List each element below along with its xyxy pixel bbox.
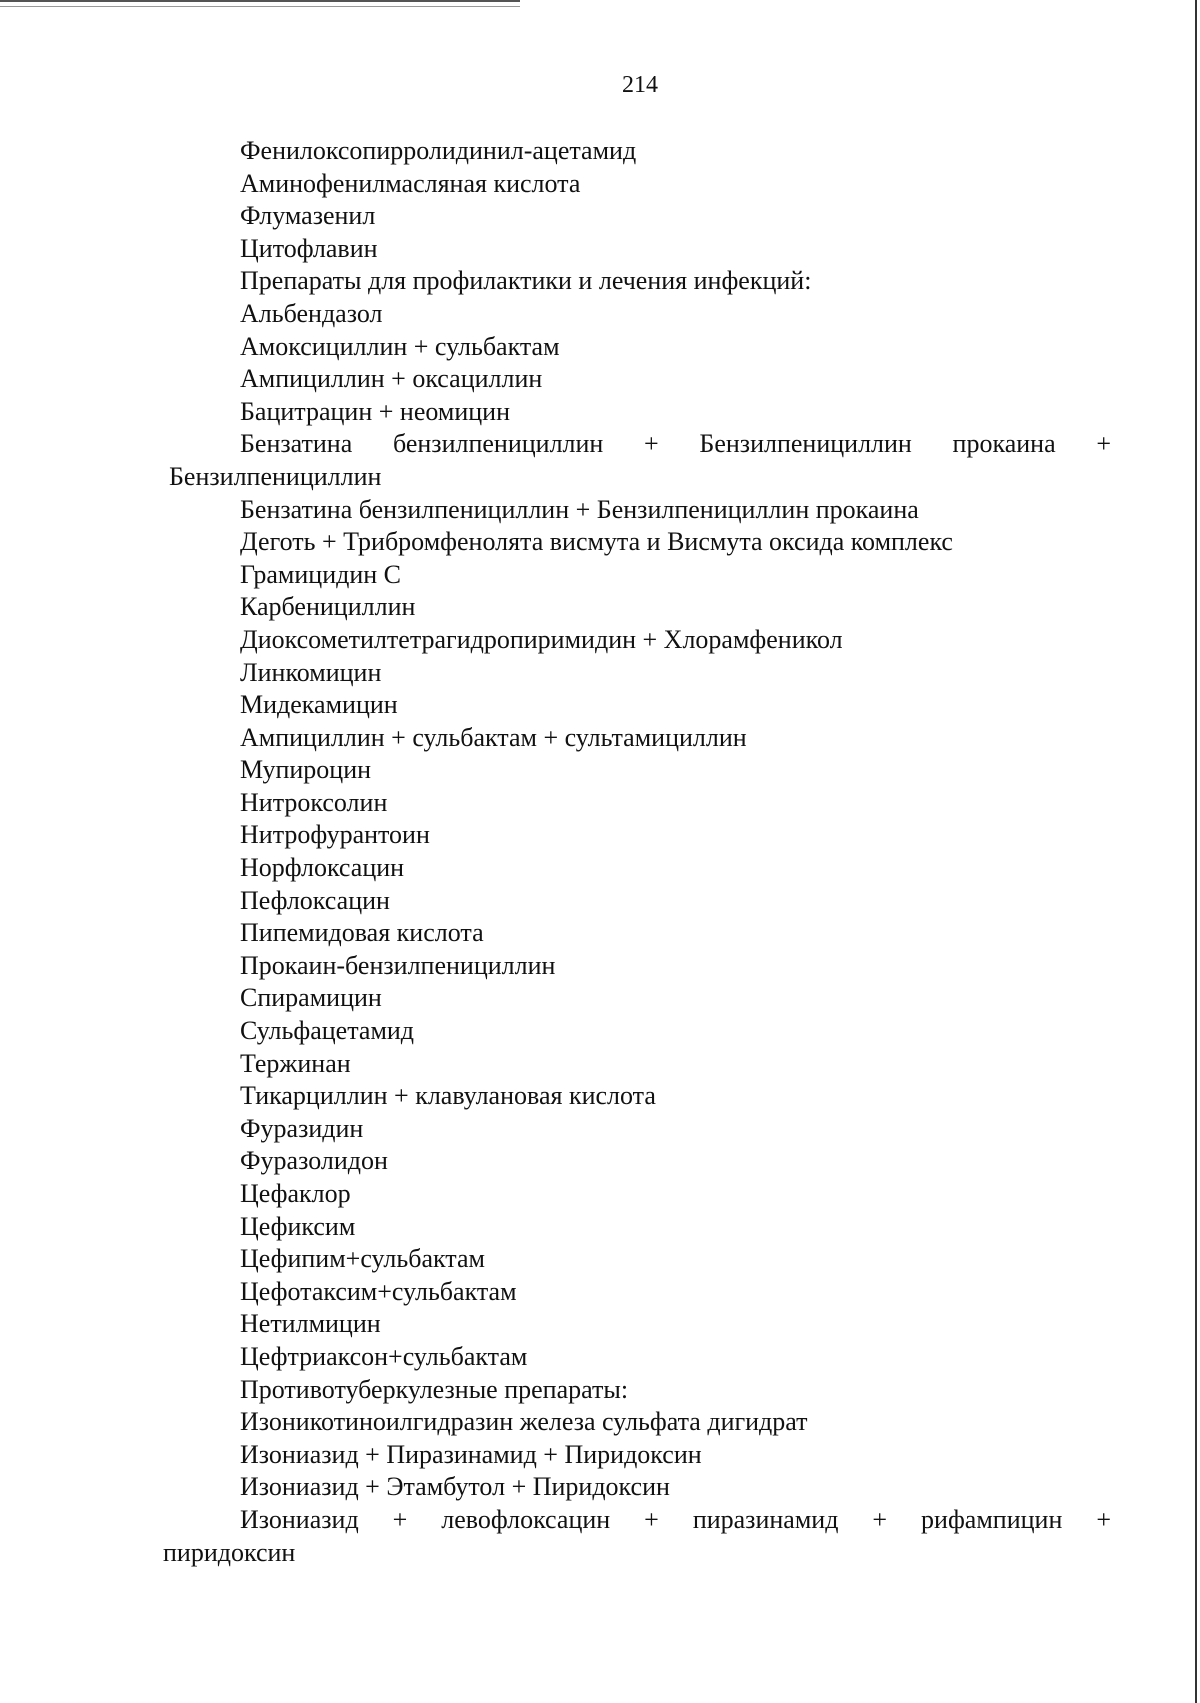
list-item: Фуразолидон [240,1146,388,1176]
list-item: Сульфацетамид [240,1016,415,1046]
list-item: Линкомицин [240,657,382,687]
list-item: Цефиксим [240,1211,356,1241]
section-heading: Препараты для профилактики и лечения инфекций: [240,266,812,296]
list-item: Аминофенилмасляная кислота [240,168,581,198]
list-item: Цефаклор [240,1179,351,1208]
list-item: Альбендазол [240,298,383,328]
list-item-wrapped-first: Бензатина бензилпенициллин + Бензилпенициллин прокаина + [240,429,1111,459]
list-item: Изоникотиноилгидразин железа сульфата дигидрат [240,1407,808,1437]
list-item: Изониазид + Пиразинамид + Пиридоксин [240,1439,702,1469]
list-item: Цефотаксим+сульбактам [240,1276,517,1306]
list-item-wrapped-first: Изониазид + левофлоксацин + пиразинамид + рифампицин + [240,1504,1111,1534]
list-item: Амоксициллин + сульбактам [240,331,560,361]
list-item: Прокаин-бензилпенициллин [240,950,556,980]
list-item: Бензатина бензилпенициллин + Бензилпенициллин прокаина [240,494,919,524]
list-item: Нетилмицин [240,1309,381,1339]
list-item: Цефтриаксон+сульбактам [240,1341,528,1371]
list-item: Спирамицин [240,983,382,1013]
list-item: Нитрофурантоин [240,820,430,850]
list-item: Бацитрацин + неомицин [240,396,510,426]
section-heading: Противотуберкулезные препараты: [240,1374,629,1404]
list-item: Флумазенил [240,201,376,231]
list-item-wrapped-continuation: пиридоксин [163,1537,296,1567]
list-item: Грамицидин С [240,559,402,589]
drug-list [163,135,1111,1569]
list-item: Ампициллин + сульбактам + сультамициллин [240,722,747,752]
right-border [1195,0,1197,1703]
list-item: Нитроксолин [240,787,388,817]
list-item-wrapped-continuation: Бензилпенициллин [169,461,382,491]
list-item: Фенилоксопирролидинил-ацетамид [240,136,637,165]
list-item: Мупироцин [240,755,372,785]
list-item: Фуразидин [240,1113,364,1143]
page-number: 214 [622,72,658,98]
list-item: Диоксометилтетрагидропиримидин + Хлорамфеникол [240,624,843,654]
list-item: Цитофлавин [240,233,378,263]
list-item: Цефипим+сульбактам [240,1244,485,1274]
list-item: Карбенициллин [240,592,416,622]
list-item: Тикарциллин + клавулановая кислота [240,1081,656,1111]
list-item: Изониазид + Этамбутол + Пиридоксин [240,1472,670,1502]
list-item: Тержинан [240,1048,351,1078]
list-item: Ампициллин + оксациллин [240,364,543,394]
list-item: Пипемидовая кислота [240,918,484,948]
list-item: Деготь + Трибромфенолята висмута и Висмута оксида комплекс [240,527,953,557]
list-item: Мидекамицин [240,690,398,720]
list-item: Норфлоксацин [240,853,405,883]
list-item: Пефлоксацин [240,885,390,915]
top-rule [0,0,520,7]
